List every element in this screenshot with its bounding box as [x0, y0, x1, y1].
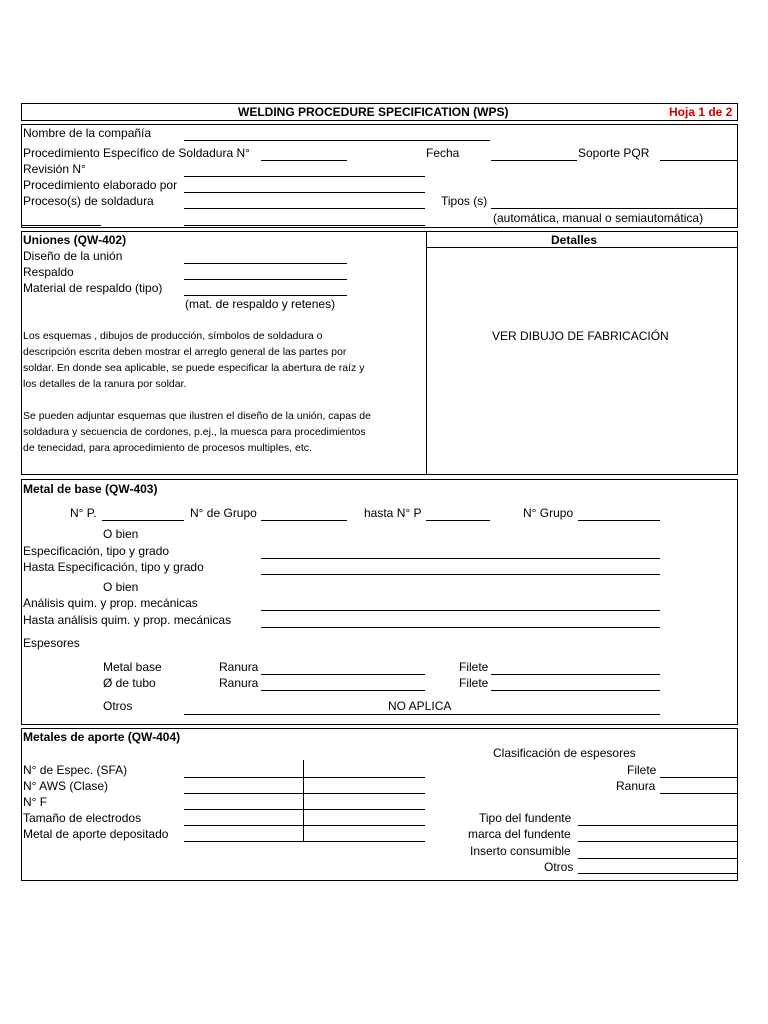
- backing-line[interactable]: [184, 279, 347, 280]
- flux-type-line[interactable]: [578, 825, 737, 826]
- backing-label: Respaldo: [23, 265, 74, 279]
- to-p-number-line[interactable]: [426, 520, 490, 521]
- not-applicable: NO APLICA: [388, 699, 452, 713]
- sfa-line[interactable]: [184, 777, 425, 778]
- fillet-label-2: Filete: [459, 676, 489, 690]
- group-number-label: N° de Grupo: [190, 506, 257, 520]
- chem-label: Análisis quim. y prop. mecánicas: [23, 596, 198, 610]
- or-label-2: O bien: [103, 580, 139, 594]
- tube-label: Ø de tubo: [103, 676, 156, 690]
- joints-divider: [426, 231, 427, 475]
- to-chem-line[interactable]: [261, 627, 660, 628]
- group-number-line[interactable]: [261, 520, 347, 521]
- processes-line[interactable]: [184, 208, 425, 209]
- or-label-1: O bien: [103, 527, 139, 541]
- electrode-size-line[interactable]: [184, 825, 425, 826]
- base-metal-title: Metal de base (QW-403): [23, 482, 158, 496]
- spec-label: Especificación, tipo y grado: [23, 544, 170, 558]
- procedure-number-line[interactable]: [261, 160, 347, 161]
- insert-line[interactable]: [578, 858, 737, 859]
- filler-groove-label: Ranura: [616, 779, 656, 793]
- short-line: [21, 225, 101, 226]
- pqr-label: Soporte PQR: [578, 146, 650, 160]
- types-note: (automática, manual o semiautomática): [493, 211, 704, 225]
- prepared-by-label: Procedimiento elaborado por: [23, 178, 178, 192]
- thickness-label: Espesores: [23, 636, 80, 650]
- joint-design-label: Diseño de la unión: [23, 249, 123, 263]
- types-label: Tipos (s): [441, 194, 488, 208]
- groove-label-1: Ranura: [219, 660, 259, 674]
- filler-title: Metales de aporte (QW-404): [23, 730, 181, 744]
- flux-brand-label: marca del fundente: [468, 827, 571, 841]
- company-label: Nombre de la compañía: [23, 126, 152, 140]
- revision-label: Revisión N°: [23, 162, 86, 176]
- deposited-line[interactable]: [184, 841, 425, 842]
- backing-material-line[interactable]: [184, 295, 347, 296]
- aws-line[interactable]: [184, 793, 425, 794]
- groove-line-2[interactable]: [261, 690, 425, 691]
- groove-label-2: Ranura: [219, 676, 259, 690]
- spec-line[interactable]: [261, 558, 660, 559]
- processes-line-2[interactable]: [184, 225, 425, 226]
- flux-type-label: Tipo del fundente: [479, 811, 572, 825]
- to-chem-label: Hasta análisis quim. y prop. mecánicas: [23, 613, 232, 627]
- date-line[interactable]: [491, 160, 577, 161]
- insert-label: Inserto consumible: [470, 844, 571, 858]
- deposited-label: Metal de aporte depositado: [23, 827, 169, 841]
- details-title: Detalles: [551, 233, 598, 247]
- joints-title: Uniones (QW-402): [23, 233, 127, 247]
- to-spec-label: Hasta Especificación, tipo y grado: [23, 560, 204, 574]
- fillet-line-1[interactable]: [491, 674, 660, 675]
- prepared-by-line[interactable]: [184, 192, 425, 193]
- fillet-label-1: Filete: [459, 660, 489, 674]
- filler-groove-line[interactable]: [660, 793, 737, 794]
- p-number-label: N° P.: [70, 506, 97, 520]
- others-line[interactable]: [184, 714, 660, 715]
- backing-material-label: Material de respaldo (tipo): [23, 281, 163, 295]
- form-title: WELDING PROCEDURE SPECIFICATION (WPS): [238, 105, 509, 119]
- page-indicator: Hoja 1 de 2: [669, 105, 733, 119]
- electrode-size-label: Tamaño de electrodos: [23, 811, 142, 825]
- backing-note: (mat. de respaldo y retenes): [185, 297, 336, 311]
- groove-line-1[interactable]: [261, 674, 425, 675]
- flux-brand-line[interactable]: [578, 841, 737, 842]
- pqr-line[interactable]: [660, 160, 737, 161]
- group-line[interactable]: [578, 520, 660, 521]
- filler-others-line[interactable]: [578, 873, 737, 874]
- group-label: N° Grupo: [523, 506, 574, 520]
- date-label: Fecha: [426, 146, 460, 160]
- to-p-number-label: hasta N° P: [364, 506, 422, 520]
- filler-fillet-line[interactable]: [660, 777, 737, 778]
- types-line[interactable]: [491, 208, 737, 209]
- joint-design-line[interactable]: [184, 263, 347, 264]
- joints-paragraph-2: Se pueden adjuntar esquemas que ilustren el diseño de la unión, capas de soldadura y secuencia de cordones, p.ej., la muesca para procedimientos de tenecidad, para aprocedimiento de procesos multiples, etc.: [23, 410, 371, 454]
- procedure-number-label: Procedimiento Específico de Soldadura N°: [23, 146, 250, 160]
- sfa-label: N° de Espec. (SFA): [23, 763, 128, 777]
- f-number-line[interactable]: [184, 809, 425, 810]
- chem-line[interactable]: [261, 610, 660, 611]
- joints-header-line: [426, 247, 737, 248]
- base-metal-label: Metal base: [103, 660, 162, 674]
- p-number-line[interactable]: [102, 520, 184, 521]
- filler-others-label: Otros: [544, 860, 574, 874]
- drawing-reference: VER DIBUJO DE FABRICACIÓN: [492, 329, 669, 343]
- joints-paragraph-1: Los esquemas , dibujos de producción, símbolos de soldadura o descripción escrita deben mostrar el arreglo general de las partes por soldar. En donde sea aplicable, se puede especificar la abertura de raíz y los detalles de la ranura por soldar.: [23, 330, 365, 390]
- processes-label: Proceso(s) de soldadura: [23, 194, 154, 208]
- others-label: Otros: [103, 699, 133, 713]
- aws-label: N° AWS (Clase): [23, 779, 109, 793]
- thickness-class-label: Clasificación de espesores: [493, 746, 636, 760]
- revision-line[interactable]: [184, 176, 425, 177]
- fillet-line-2[interactable]: [491, 690, 660, 691]
- filler-fillet-label: Filete: [627, 763, 657, 777]
- filler-grid-divider: [303, 760, 304, 842]
- f-number-label: N° F: [23, 795, 48, 809]
- company-line[interactable]: [184, 140, 490, 141]
- to-spec-line[interactable]: [261, 574, 660, 575]
